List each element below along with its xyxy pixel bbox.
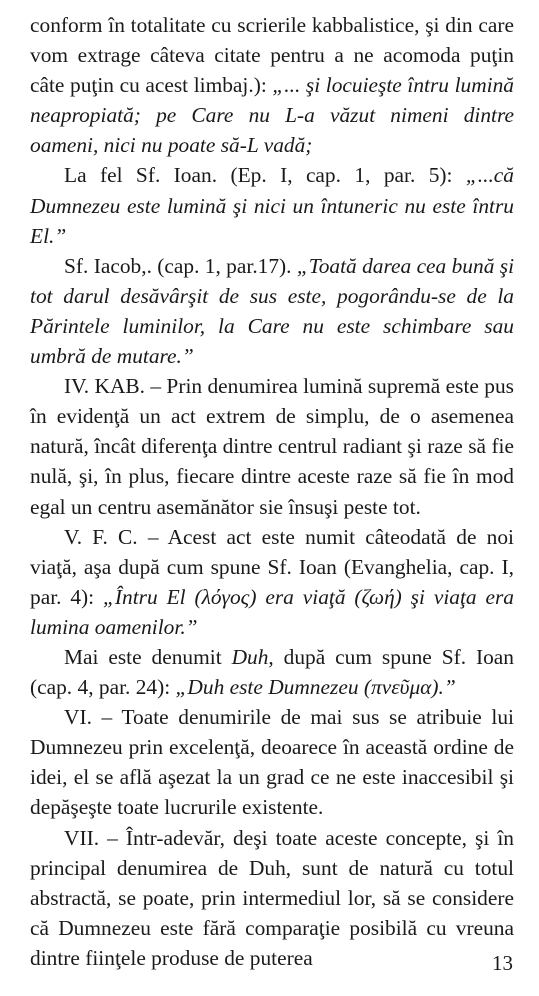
text-segment: La fel Sf. Ioan. (Ep. I, cap. 1, par. 5): <box>64 163 466 188</box>
text-segment: V. F. C. – Acest act este numit câteodată de noi viaţă, aşa după cum spune Sf. Ioan (Evanghelia, cap. I, par. 4): <box>30 524 514 609</box>
text-segment: Sf. Iacob,. (cap. 1, par.17). <box>64 253 297 278</box>
italic-quote-segment: „...că Dumnezeu este lumină şi nici un întuneric nu este întru El.” <box>30 163 514 248</box>
text-segment: conform în totalitate cu scrierile kabbalistice, şi din care vom extrage câteva citate pentru a ne acomoda puţin câte puţin cu acest limbaj.): <box>30 13 514 98</box>
page-number: 13 <box>492 951 513 975</box>
text-segment: VI. – Toate denumirile de mai sus se atribuie lui Dumnezeu prin excelenţă, deoarece în această ordine de idei, el se află aşezat la un grad ce ne este inaccesibil şi depăşeşte toate lucrurile existente. <box>30 705 514 820</box>
paragraph-vi <box>30 702 514 822</box>
paragraph-iv-kab <box>30 371 514 521</box>
paragraph-vii <box>30 823 514 973</box>
italic-quote-segment: „... şi locuieşte întru lumină neapropiată; pe Care nu L-a văzut nimeni dintre oameni, nici nu poate să-L vadă; <box>30 73 514 158</box>
text-segment: IV. KAB. – Prin denumirea lumină supremă este pus în evidenţă un act extrem de simplu, de o asemenea natură, încât diferenţa dintre centrul radiant şi raze să fie nulă, şi, în plus, fiecare dintre aceste raze să fie în mod egal un centru asemănător sie însuşi peste tot. <box>30 374 514 519</box>
text-segment: VII. – Într-adevăr, deşi toate aceste concepte, şi în principal denumirea de Duh, sunt de natură cu totul abstractă, se poate, prin intermediul lor, să se considere că Dumnezeu este fără comparaţie posibilă cu vreuna dintre fiinţele produse de puterea <box>30 825 514 970</box>
text-segment: Mai este denumit <box>64 644 232 669</box>
paragraph-duh <box>30 642 514 702</box>
body-text <box>30 10 514 973</box>
paragraph-v-fc <box>30 522 514 642</box>
paragraph-continued-intro <box>30 10 514 160</box>
italic-quote-segment: Duh <box>231 644 269 669</box>
paragraph-iacob <box>30 251 514 371</box>
paragraph-ioan-epistle <box>30 160 514 250</box>
italic-quote-segment: „Întru El (λόγος) era viaţă (ζωή) şi viaţa era lumina oamenilor.” <box>30 584 515 639</box>
italic-quote-segment: „Duh este Dumnezeu (πνεῦμα).” <box>175 675 456 700</box>
text-segment: , după cum spune Sf. Ioan (cap. 4, par. 24): <box>30 644 514 700</box>
italic-quote-segment: „Toată darea cea bună şi tot darul desăvârşit de sus este, pogorându-se de la Părintele luminilor, la Care nu este schimbare sau umbră de mutare.” <box>30 253 515 369</box>
